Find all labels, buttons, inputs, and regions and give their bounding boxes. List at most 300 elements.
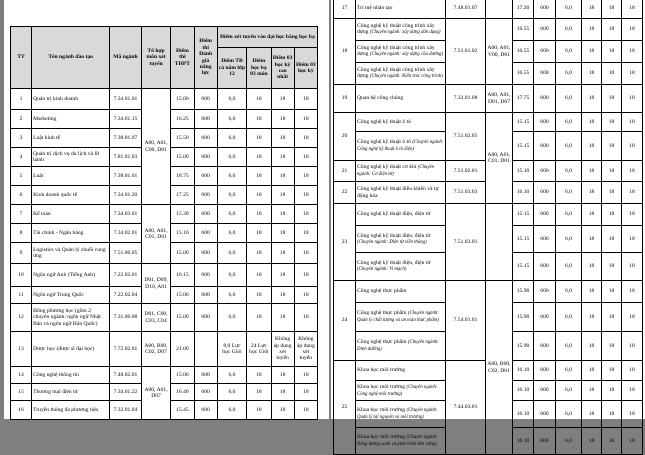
subject-combo: A00, A01, D01, D07 — [486, 85, 513, 113]
three-subject-score: 18 — [582, 0, 602, 19]
thpt-score: 16.10 — [513, 401, 534, 428]
three-semester-score: Không áp dụng xét tuyển — [294, 332, 317, 367]
three-semester-score: 18 — [294, 110, 317, 129]
table-row — [11, 89, 318, 110]
dgnl-score: 600 — [194, 148, 217, 167]
program-code: 7.34.01.22 — [110, 384, 142, 401]
three-semester-score: 18 — [622, 0, 643, 19]
table-row — [11, 332, 318, 367]
three-subject-score: 18 — [247, 367, 271, 384]
program-code: 7.51.02.01 — [446, 161, 486, 182]
subject-combo: A00, A01, V00, D01 — [486, 19, 513, 85]
best-semesters-score: 18 — [602, 281, 622, 303]
program-code: 7.81.01.03 — [110, 148, 142, 167]
three-semester-score: 18 — [294, 148, 317, 167]
gpa-grade12: 6,0 — [217, 129, 247, 148]
best-semesters-score: 18 — [602, 132, 622, 161]
gpa-grade12: 6,0 — [556, 401, 582, 428]
dgnl-score: 600 — [194, 304, 217, 332]
best-semesters-score: 18 — [271, 367, 294, 384]
program-title: Công nghệ kỹ thuật công trình xây dựng — [357, 45, 435, 58]
thpt-score: 16.10 — [513, 182, 534, 204]
best-semesters-score: 18 — [271, 401, 294, 420]
specialization-note: (Chuyên ngành: Công nghệ kỹ thuật ô tô điện) — [357, 140, 444, 152]
best-semesters-score: 18 — [602, 361, 622, 381]
best-semesters-score: 18 — [602, 0, 622, 19]
best-semesters-score: 18 — [602, 332, 622, 361]
program-name: Tài chính - Ngân hàng — [32, 224, 110, 243]
three-subject-score: 18 — [582, 428, 602, 455]
row-number: 23 — [334, 204, 356, 281]
gpa-grade12: 6,0 — [556, 63, 582, 85]
dgnl-score: 600 — [534, 381, 556, 401]
three-subject-score: 18 — [247, 110, 271, 129]
program-code: 7.32.01.04 — [110, 401, 142, 420]
program-title: Công nghệ kỹ thuật công trình xây dựng — [357, 23, 435, 36]
program-name: Luật kinh tế — [32, 129, 110, 148]
three-semester-score: 18 — [622, 132, 643, 161]
gpa-grade12: 6,0 — [556, 41, 582, 63]
three-subject-score: 18 — [247, 401, 271, 420]
subject-combo: D01, D09, D10, A01 — [141, 264, 171, 304]
best-semesters-score: 18 — [271, 243, 294, 264]
program-code: 7.34.01.15 — [110, 110, 142, 129]
dgnl-score: 600 — [534, 281, 556, 303]
gpa-grade12: 6,0 — [217, 148, 247, 167]
thpt-score: 15.15 — [513, 253, 534, 281]
program-name — [356, 182, 446, 204]
three-subject-score: 18 — [582, 85, 602, 113]
three-semester-score: 18 — [294, 367, 317, 384]
three-subject-score: 18 — [582, 332, 602, 361]
dgnl-score: 600 — [194, 243, 217, 264]
three-subject-score: 18 — [247, 264, 271, 287]
gpa-grade12: 6,0 — [217, 205, 247, 224]
thpt-score: 16.55 — [513, 41, 534, 63]
program-name: Marketing — [32, 110, 110, 129]
gpa-grade12: 6,0 — [217, 384, 247, 401]
three-semester-score: 18 — [622, 19, 643, 41]
table-row — [334, 0, 643, 19]
specialization-note: (Chuyên ngành: xây dựng dân dụng) — [369, 30, 441, 36]
header-program-name: Tên ngành đào tạo — [32, 27, 110, 89]
row-number: 8 — [11, 224, 32, 243]
row-number: 10 — [11, 264, 32, 287]
gpa-grade12: 6,0 — [556, 161, 582, 182]
program-name: Luật — [32, 167, 110, 186]
program-name: Ngôn ngữ Anh (Tiếng Anh) — [32, 264, 110, 287]
program-code: 7.22.02.04 — [110, 287, 142, 304]
subject-combo: A00, A01, C01, D01 — [141, 205, 171, 264]
specialization-note: (Chuyên ngành: Kiến trúc công trình) — [369, 74, 443, 80]
gpa-grade12: 6,0 — [556, 113, 582, 132]
program-name: Ngôn ngữ Trung Quốc — [32, 287, 110, 304]
gpa-grade12: 6,0 — [556, 281, 582, 303]
program-code: 7.51.01.02 — [446, 19, 486, 85]
best-semesters-score: 18 — [271, 205, 294, 224]
three-semester-score: 18 — [294, 129, 317, 148]
best-semesters-score: 18 — [271, 110, 294, 129]
thpt-score: 15.15 — [513, 226, 534, 253]
best-semesters-score: 18 — [271, 384, 294, 401]
gpa-grade12: 6,0 — [556, 0, 582, 19]
program-name — [356, 401, 446, 428]
specialization-note: (Chuyên ngành: Công nghệ môi trường) — [357, 384, 438, 397]
table-row — [11, 205, 318, 224]
thpt-score: 16.25 — [171, 110, 194, 129]
program-name — [356, 161, 446, 182]
subject-combo: A00, A01, D07 — [141, 367, 171, 420]
three-subject-score: 18 — [582, 161, 602, 182]
right-table-body — [334, 0, 643, 455]
best-semesters-score: 18 — [271, 148, 294, 167]
three-subject-score: 18 — [582, 204, 602, 226]
program-name: Kế toán — [32, 205, 110, 224]
thpt-score: 15.30 — [171, 205, 194, 224]
row-number: 9 — [11, 243, 32, 264]
row-number: 2 — [11, 110, 32, 129]
three-semester-score: 18 — [622, 204, 643, 226]
three-subject-score: 18 — [247, 129, 271, 148]
gpa-grade12: 6,0 — [217, 110, 247, 129]
row-number: 13 — [11, 332, 32, 367]
three-subject-score: 18 — [582, 226, 602, 253]
thpt-score: 16.55 — [513, 19, 534, 41]
program-code: 7.72.02.01 — [110, 332, 142, 367]
thpt-score: 15.00 — [171, 304, 194, 332]
row-number: 12 — [11, 304, 32, 332]
best-semesters-score: 18 — [602, 19, 622, 41]
thpt-score: 16.40 — [171, 384, 194, 401]
program-name: Logistics và Quản lý chuỗi cung ứng — [32, 243, 110, 264]
dgnl-score: 600 — [534, 182, 556, 204]
program-name: Kinh doanh quốc tế — [32, 186, 110, 205]
thpt-score: 15.90 — [513, 303, 534, 332]
admission-table-left — [10, 26, 318, 420]
header-thpt-score: Điểm thi THPT — [171, 27, 194, 89]
program-code: 7.22.02.01 — [110, 264, 142, 287]
dgnl-score: 600 — [194, 205, 217, 224]
right-page — [331, 0, 645, 447]
three-subject-score: 18 — [247, 205, 271, 224]
specialization-note: (Chuyên ngành: Điện tử viễn thông) — [357, 239, 427, 245]
three-subject-score: 24 Lực học Giỏi — [247, 332, 271, 367]
gpa-grade12: 6,0 — [556, 19, 582, 41]
best-semesters-score: 18 — [602, 204, 622, 226]
three-semester-score: 18 — [622, 381, 643, 401]
subject-combo: D01, C00, C03, C04 — [141, 304, 171, 332]
program-name — [356, 281, 446, 303]
program-code: 7.34.01.01 — [110, 89, 142, 110]
thpt-score: 15.00 — [171, 367, 194, 384]
gpa-grade12: 6,0 — [556, 361, 582, 381]
program-code: 7.31.06.08 — [110, 304, 142, 332]
dgnl-score: 600 — [534, 19, 556, 41]
thpt-score: 15.90 — [513, 281, 534, 303]
thpt-score: 16.10 — [513, 381, 534, 401]
row-number: 16 — [11, 401, 32, 420]
dgnl-score: 600 — [534, 0, 556, 19]
dgnl-score: 600 — [194, 186, 217, 205]
row-number: 6 — [11, 186, 32, 205]
dgnl-score: 600 — [194, 129, 217, 148]
three-semester-score: 18 — [622, 161, 643, 182]
best-semesters-score: 18 — [271, 89, 294, 110]
best-semesters-score: 18 — [602, 41, 622, 63]
program-name: Dược học (được sĩ đại học) — [32, 332, 110, 367]
program-code: 7.32.01.08 — [446, 85, 486, 113]
header-subject-combo: Tổ hợp môn xét tuyển — [141, 27, 171, 89]
row-number: 20 — [334, 113, 356, 161]
three-semester-score: 18 — [622, 85, 643, 113]
gpa-grade12: 6,0 — [556, 332, 582, 361]
three-semester-score: 18 — [622, 428, 643, 455]
three-semester-score: 18 — [622, 63, 643, 85]
program-title: Khoa học môi trường — [357, 407, 406, 414]
thpt-score: 15.00 — [171, 89, 194, 110]
row-number: 21 — [334, 161, 356, 182]
dgnl-score — [194, 332, 217, 367]
row-number: 4 — [11, 148, 32, 167]
program-name: Đông phương học (gồm 2 chuyên ngành: ngôn ngữ Nhật Bản và ngôn ngữ Hàn Quốc) — [32, 304, 110, 332]
row-number: 24 — [334, 281, 356, 361]
subject-combo — [486, 204, 513, 281]
program-name — [356, 19, 446, 41]
program-code: 7.34.01.20 — [110, 186, 142, 205]
header-program-code: Mã ngành — [110, 27, 142, 89]
table-row — [334, 19, 643, 41]
gpa-grade12: 6,0 — [556, 132, 582, 161]
program-code: 7.51.06.05 — [110, 243, 142, 264]
row-number: 7 — [11, 205, 32, 224]
dgnl-score: 600 — [194, 287, 217, 304]
three-subject-score: 18 — [247, 304, 271, 332]
specialization-note: (Chuyên ngành: xây dựng cầu đường) — [369, 52, 444, 58]
thpt-score: 17.20 — [513, 0, 534, 19]
three-semester-score: 18 — [294, 186, 317, 205]
table-row — [11, 304, 318, 332]
program-name — [356, 226, 446, 253]
gpa-grade12: 6,0 — [556, 253, 582, 281]
specialization-note: (Chuyên ngành: Năng lượng xanh và phát triển bền vững) — [357, 435, 438, 447]
program-name — [356, 85, 446, 113]
row-number: 14 — [11, 367, 32, 384]
gpa-grade12: 8,0 Lực học Giỏi — [217, 332, 247, 367]
three-subject-score: 18 — [582, 113, 602, 132]
three-semester-score: 18 — [622, 182, 643, 204]
best-semesters-score: 18 — [602, 113, 622, 132]
dgnl-score: 600 — [194, 89, 217, 110]
thpt-score: 15.00 — [171, 243, 194, 264]
header-dgnl-score: Điểm thi Đánh giá năng lực — [194, 27, 217, 89]
three-semester-score: 18 — [622, 41, 643, 63]
thpt-score: 15.00 — [171, 287, 194, 304]
program-code: 7.51.02.05 — [446, 113, 486, 161]
three-subject-score: 18 — [582, 361, 602, 381]
thpt-score: 17.25 — [171, 186, 194, 205]
program-name: Truyền thông đa phương tiện — [32, 401, 110, 420]
three-subject-score: 18 — [247, 148, 271, 167]
program-title: Công nghệ kỹ thuật điện, điện tử — [357, 260, 431, 267]
three-subject-score: 18 — [247, 384, 271, 401]
program-name — [356, 113, 446, 132]
program-title: Trí tuệ nhân tạo — [357, 4, 393, 11]
program-code: 7.34.03.01 — [110, 205, 142, 224]
gpa-grade12: 6,0 — [217, 401, 247, 420]
program-title: Công nghệ kỹ thuật điều khiển và tự động hóa — [357, 186, 439, 199]
dgnl-score: 600 — [534, 332, 556, 361]
specialization-note: (Chuyên ngành: Quản lý chất lượng và an toàn thực phẩm) — [357, 311, 439, 323]
header-transcript-group: Điểm xét tuyển vào đại học bằng học bạ — [217, 27, 317, 48]
thpt-score: 21.00 — [171, 332, 194, 367]
table-row — [11, 264, 318, 287]
program-name — [356, 41, 446, 63]
subject-combo: A00, B00, C02, D01 — [486, 281, 513, 455]
three-subject-score: 18 — [247, 89, 271, 110]
gpa-grade12: 6,0 — [217, 224, 247, 243]
row-number: 25 — [334, 361, 356, 455]
program-title: Công nghệ thực phẩm — [357, 288, 407, 295]
best-semesters-score: 18 — [271, 186, 294, 205]
thpt-score: 17.75 — [513, 85, 534, 113]
row-number: 17 — [334, 0, 356, 19]
three-subject-score: 18 — [582, 132, 602, 161]
program-code: 7.51.03.01 — [446, 204, 486, 281]
program-code: 7.48.01.07 — [446, 0, 486, 19]
dgnl-score: 600 — [194, 264, 217, 287]
header-gpa-grade12: Điểm TB cả năm lớp 12 — [217, 48, 247, 89]
thpt-score: 15.00 — [171, 148, 194, 167]
best-semesters-score: 18 — [602, 182, 622, 204]
three-subject-score: 18 — [582, 63, 602, 85]
three-subject-score: 18 — [247, 167, 271, 186]
three-semester-score: 18 — [622, 332, 643, 361]
gpa-grade12: 6,0 — [217, 167, 247, 186]
specialization-note: (Chuyên ngành: Vi mạch) — [357, 267, 407, 273]
three-semester-score: 18 — [294, 89, 317, 110]
thpt-score: 18.75 — [171, 167, 194, 186]
dgnl-score: 600 — [194, 401, 217, 420]
gpa-grade12: 6,0 — [217, 264, 247, 287]
program-name: Quản trị kinh doanh — [32, 89, 110, 110]
program-code: 7.44.03.01 — [446, 361, 486, 455]
best-semesters-score: 18 — [271, 264, 294, 287]
subject-combo: A00, B00, C02, D07 — [141, 332, 171, 367]
gpa-grade12: 6,0 — [217, 367, 247, 384]
thpt-score: 16.55 — [513, 63, 534, 85]
three-semester-score: 18 — [294, 205, 317, 224]
program-title: Công nghệ kỹ thuật điện, điện tử — [357, 232, 431, 239]
best-semesters-score: 18 — [271, 129, 294, 148]
specialization-note: (Chuyên ngành: Dinh dưỡng) — [357, 340, 439, 352]
dgnl-score: 600 — [534, 41, 556, 63]
best-semesters-score: 18 — [602, 381, 622, 401]
program-code: 7.34.02.01 — [110, 224, 142, 243]
best-semesters-score: Không áp dụng xét tuyển — [271, 332, 294, 367]
dgnl-score: 600 — [534, 132, 556, 161]
gpa-grade12: 6,0 — [556, 182, 582, 204]
specialization-note: (Chuyên ngành: Quản lý tài nguyên và môi trường) — [357, 408, 438, 420]
three-subject-score: 18 — [582, 381, 602, 401]
admission-table-right — [333, 0, 643, 455]
thpt-score: 15.15 — [513, 113, 534, 132]
three-subject-score: 18 — [582, 182, 602, 204]
program-name: Thương mại điện tử — [32, 384, 110, 401]
program-name: Quản trị dịch vụ du lịch và lữ hành — [32, 148, 110, 167]
program-name — [356, 204, 446, 226]
program-title: Quan hệ công chúng — [357, 95, 404, 102]
dgnl-score: 600 — [534, 113, 556, 132]
three-semester-score: 18 — [294, 304, 317, 332]
table-row — [334, 281, 643, 303]
row-number: 11 — [11, 287, 32, 304]
header-three-subjects: Điểm học bạ 03 môn — [247, 48, 271, 89]
thpt-score: 15.10 — [171, 224, 194, 243]
program-title: Công nghệ kỹ thuật cơ khí — [357, 164, 417, 171]
dgnl-score: 600 — [534, 85, 556, 113]
three-semester-score: 18 — [622, 303, 643, 332]
program-name — [356, 361, 446, 381]
gpa-grade12: 6,0 — [217, 304, 247, 332]
best-semesters-score: 18 — [602, 428, 622, 455]
dgnl-score: 600 — [534, 204, 556, 226]
row-number: 5 — [11, 167, 32, 186]
three-semester-score: 18 — [294, 264, 317, 287]
three-semester-score: 18 — [294, 224, 317, 243]
dgnl-score: 600 — [534, 63, 556, 85]
dgnl-score: 600 — [534, 361, 556, 381]
best-semesters-score: 18 — [271, 167, 294, 186]
row-number: 1 — [11, 89, 32, 110]
thpt-score: 15.50 — [171, 129, 194, 148]
program-title: Khoa học môi trường — [357, 383, 406, 390]
thpt-score: 15.90 — [513, 332, 534, 361]
program-title: Công nghệ kỹ thuật công trình xây dựng — [357, 67, 435, 80]
gpa-grade12: 6,0 — [217, 287, 247, 304]
gpa-grade12: 6,0 — [556, 381, 582, 401]
left-table-body — [11, 89, 318, 420]
program-code: 7.38.01.01 — [110, 167, 142, 186]
best-semesters-score: 18 — [602, 253, 622, 281]
three-semester-score: 18 — [294, 243, 317, 264]
gpa-grade12: 6,0 — [556, 303, 582, 332]
three-semester-score: 18 — [622, 401, 643, 428]
best-semesters-score: 18 — [271, 304, 294, 332]
specialization-note: (Chuyên ngành: Cơ điện tử) — [357, 165, 435, 177]
thpt-score: 15.15 — [513, 132, 534, 161]
three-semester-score: 18 — [294, 384, 317, 401]
thpt-score: 15.45 — [171, 401, 194, 420]
gpa-grade12: 6,0 — [556, 226, 582, 253]
three-semester-score: 18 — [622, 113, 643, 132]
program-code: 7.38.01.07 — [110, 129, 142, 148]
header-three-semesters-best: Điểm 03 học kỳ cao nhất — [271, 48, 294, 89]
program-name — [356, 132, 446, 161]
three-semester-score: 18 — [622, 226, 643, 253]
dgnl-score: 600 — [534, 303, 556, 332]
three-subject-score: 18 — [247, 224, 271, 243]
gpa-grade12: 6,0 — [217, 89, 247, 110]
three-subject-score: 18 — [582, 253, 602, 281]
program-name — [356, 381, 446, 401]
program-name — [356, 332, 446, 361]
three-semester-score: 18 — [294, 167, 317, 186]
thpt-score: 16.10 — [513, 428, 534, 455]
program-title: Công nghệ kỹ thuật điện, điện tử — [357, 211, 431, 218]
dgnl-score: 600 — [194, 224, 217, 243]
table-row — [334, 204, 643, 226]
row-number: 3 — [11, 129, 32, 148]
